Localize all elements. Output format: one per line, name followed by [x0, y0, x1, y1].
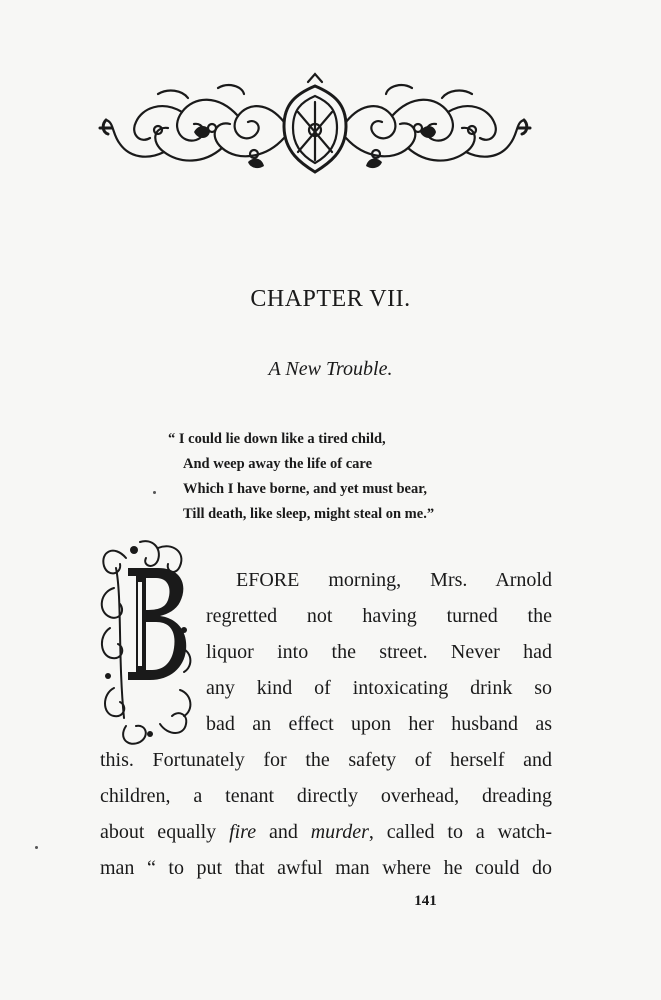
epigraph-line: Till death, like sleep, might steal on me.”	[183, 506, 435, 522]
ornamental-headpiece	[98, 72, 532, 184]
body-line-8	[100, 820, 552, 844]
body-line-9: man “ to put that awful man where he could do	[100, 857, 552, 879]
body-line-7: children, a tenant directly overhead, dreading	[100, 785, 552, 807]
drop-cap-initial	[96, 538, 196, 748]
body-line-5: bad an effect upon her husband as	[206, 713, 552, 735]
ink-speck	[153, 491, 156, 494]
italic-word-murder: murder	[310, 821, 369, 843]
epigraph	[168, 427, 548, 527]
chapter-title: CHAPTER VII.	[250, 286, 411, 312]
body-line-2: regretted not having turned the	[206, 605, 552, 627]
body-text: , called to a watch-	[368, 821, 552, 843]
epigraph-line: “ I could lie down like a tired child,	[168, 431, 386, 447]
body-line-6: this. Fortunately for the safety of herself and	[100, 749, 552, 771]
body-text: and	[256, 821, 311, 843]
body-text: about equally	[100, 821, 230, 843]
body-line-3: liquor into the street. Never had	[206, 641, 552, 663]
epigraph-line: And weep away the life of care	[183, 456, 373, 472]
ink-speck	[35, 846, 38, 849]
epigraph-line: Which I have borne, and yet must bear,	[183, 481, 427, 497]
body-line-4: any kind of intoxicating drink so	[206, 677, 552, 699]
body-line-1: EFORE morning, Mrs. Arnold	[236, 569, 552, 591]
page-number: 141	[414, 893, 437, 909]
chapter-subtitle: A New Trouble.	[268, 358, 393, 380]
italic-word-fire: fire	[229, 821, 257, 843]
